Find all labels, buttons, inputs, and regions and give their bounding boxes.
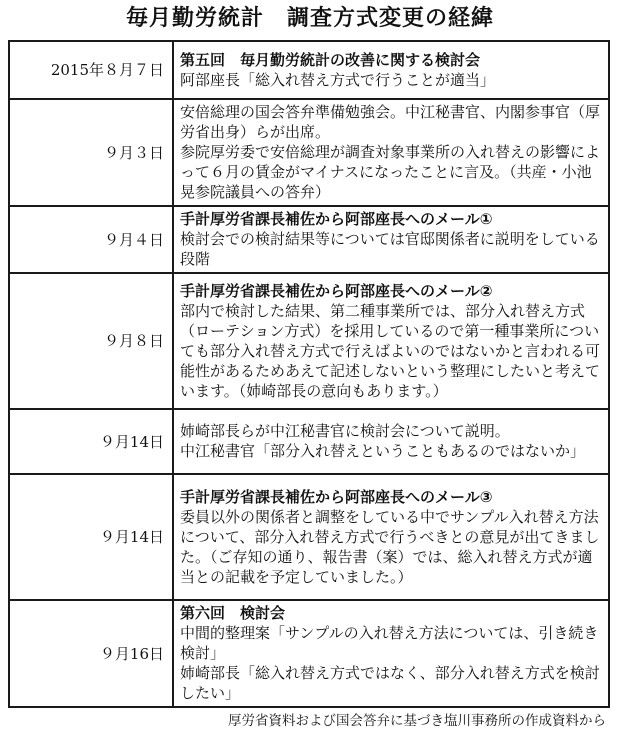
event-description: [173, 409, 609, 474]
event-date: ９月４日: [9, 206, 173, 273]
event-text: 検討会での検討結果等については官邸関係者に説明をしている段階: [180, 230, 600, 268]
event-text: 安倍総理の国会答弁準備勉強会。中江秘書官、内閣参事官（厚労省出身）らが出席。: [180, 103, 601, 141]
event-text: 姉崎部長らが中江秘書官に検討会について説明。: [180, 422, 510, 440]
event-description: [173, 474, 609, 600]
event-date: ９月８日: [9, 273, 173, 409]
event-description: [173, 41, 609, 99]
event-description: [173, 99, 609, 206]
event-heading: 第六回 検討会: [180, 604, 286, 622]
timeline-row: [9, 600, 609, 707]
timeline-row: [9, 409, 609, 474]
timeline-row: [9, 99, 609, 206]
event-description: [173, 600, 609, 707]
event-heading: 手計厚労省課長補佐から阿部座長へのメール①: [180, 210, 493, 228]
event-text: 中間的整理案「サンプルの入れ替え方法については、引き続き検討」: [180, 624, 599, 662]
timeline-body: [9, 41, 609, 707]
event-description: [173, 206, 609, 273]
event-description: [173, 273, 609, 409]
event-heading: 手計厚労省課長補佐から阿部座長へのメール②: [180, 281, 493, 300]
event-date: ９月３日: [9, 99, 173, 206]
event-heading: 第五回 毎月勤労統計の改善に関する検討会: [180, 50, 481, 69]
timeline-table: [8, 40, 610, 708]
event-text: 姉崎部長「総入れ替え方式ではなく、部分入れ替え方式を検討したい」: [180, 664, 600, 702]
timeline-row: [9, 206, 609, 273]
event-date: ９月16日: [9, 600, 173, 707]
event-text: 部内で検討した結果、第二種事業所では、部分入れ替え方式（ローテション方式）を採用しているので第一種事業所についても部分入れ替え方式で行えばよいのではないかと言われる可能性があるためあえて記述しないという整理にしたいと考えています。（姉崎部長の意向もあります。）: [180, 301, 601, 400]
event-text: 委員以外の関係者と調整をしている中でサンプル入れ替え方法について、部分入れ替え方式で行うべきとの意見が出てきました。（ご存知の通り、報告書（案）では、総入れ替え方式が適当との記載を予定していました。）: [180, 507, 600, 586]
timeline-row: [9, 41, 609, 99]
source-note: 厚労省資料および国会答弁に基づき塩川事務所の作成資料から: [228, 713, 606, 729]
event-date: ９月14日: [9, 409, 173, 474]
timeline-row: [9, 273, 609, 409]
timeline-row: [9, 474, 609, 600]
event-text: 参院厚労委で安倍総理が調査対象事業所の入れ替えの影響によって６月の賃金がマイナスになったことに言及。（共産・小池晃参院議員への答弁）: [180, 143, 601, 201]
event-text: 中江秘書官「部分入れ替えということもあるのではないか」: [180, 442, 586, 460]
event-heading: 手計厚労省課長補佐から阿部座長へのメール③: [180, 487, 493, 506]
event-date: 2015年８月７日: [9, 41, 173, 99]
event-text: 阿部座長「総入れ替え方式で行うことが適当」: [180, 70, 496, 89]
page-title: 毎月勤労統計 調査方式変更の経緯: [125, 6, 494, 31]
event-date: ９月14日: [9, 474, 173, 600]
